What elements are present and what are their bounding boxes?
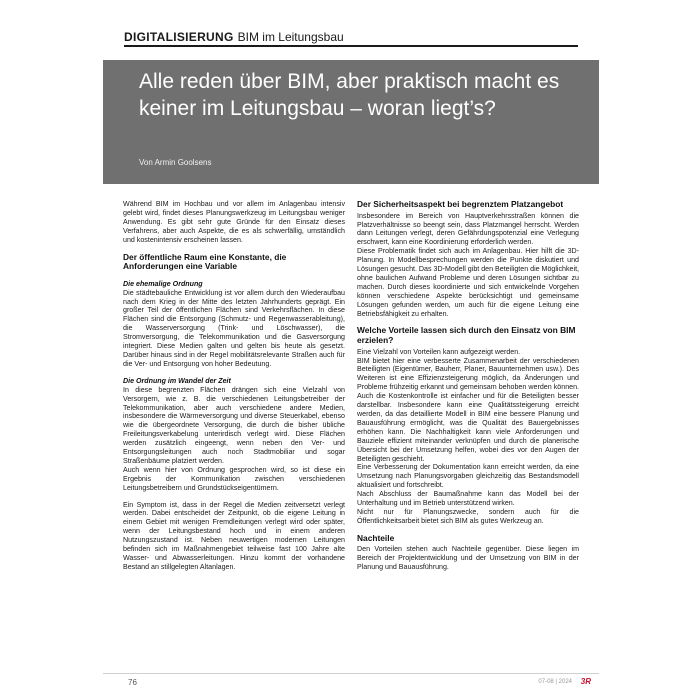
title-banner bbox=[103, 60, 599, 184]
page-footer bbox=[103, 678, 599, 692]
right-column bbox=[357, 200, 579, 580]
paragraph-symptom: Ein Symptom ist, dass in der Regel die Medien zeitversetzt verlegt werden. Dabei entscheidet der Zeitpunkt, ob die eigene Leitung in einem Gebiet mit wenigen Fremdleitungen verlegt wird oder später, wenn der Leitungsbestand hoch und in einem anderen Nutzungszustand ist. Neben neuwertigen modernen Leitungen befinden sich im Maßnahmengebiet teilweise fast 100 Jahre alte Wasser- und Abwasserleitungen. Hinzu kommt der vorhandene Bestand an stillgelegten Altanlagen. bbox=[123, 500, 345, 571]
paragraph-benefits-3: Eine Verbesserung der Dokumentation kann erreicht werden, da eine Umsetzung nach Planungsvorgaben gleichzeitig das Bestandsmodell aktualisiert und fortschreibt. bbox=[357, 463, 579, 490]
heading-drawbacks: Nachteile bbox=[357, 532, 395, 543]
footer-rule bbox=[103, 673, 599, 674]
subheading-order-change: Die Ordnung im Wandel der Zeit bbox=[123, 376, 231, 385]
intro-paragraph: Während BIM im Hochbau und vor allem im Anlagenbau intensiv gelebt wird, findet dieses Planungswerkzeug im Leitungsbau weniger Anwendung. Es gibt sehr gute Gründe für den Einsatz dieses Verfahrens, aber auch Aspekte, die es als schwerfällig, umständlich und kostenintensiv erscheinen lassen. bbox=[123, 200, 345, 244]
left-column bbox=[123, 200, 345, 580]
paragraph-safety-2: Diese Problematik findet sich auch im Anlagenbau. Hier hilft die 3D-Planung. In Modellbesprechungen werden die Punkte diskutiert und Lösungen gesucht. Das 3D-Modell gibt den Beteiligten die Möglichkeit, ohne baulichen Aufwand Probleme und deren Lösungen sichtbar zu machen. Durch dieses koordinierte und sich entwickelnde Vorgehen können verschiedene Aspekte berücksichtigt und gemeinsame Lösungen gefunden werden, um auch für die eigene Leitung eine Betriebsfähigkeit zu erhalten. bbox=[357, 247, 580, 318]
paragraph-drawbacks: Den Vorteilen stehen auch Nachteile gegenüber. Diese liegen im Bereich der Projektentwicklung und der Umsetzung von BIM in der Planung und Bauausführung. bbox=[357, 545, 579, 572]
header-rule bbox=[124, 45, 578, 47]
paragraph-safety-1: Insbesondere im Bereich von Hauptverkehrsstraßen können die Platzverhältnisse so beengt sein, dass Platzmangel herrscht. Werden dann Leitungen verlegt, deren Gefährdungspotenzial eine Verlegung erschwert, kann eine Koordinierung erforderlich werden. bbox=[357, 211, 579, 247]
subsection-label: BIM im Leitungsbau bbox=[237, 30, 344, 44]
heading-public-space: Der öffentliche Raum eine Konstante, die Anforderungen eine Variable bbox=[123, 251, 287, 272]
author-byline: Von Armin Goolsens bbox=[139, 158, 212, 167]
paragraph-benefits-2: BIM bietet hier eine verbesserte Zusammenarbeit der verschiedenen Beteiligten (Eigentümer, Bauherr, Planer, Bauunternehmen usw.). Des Weiteren ist eine Effizienzsteigerung möglich, da Änderungen und Probleme frühzeitig erkannt und gemeinsam behoben werden können. Auch die Kostenkontrolle ist einfacher und für die Beteiligten besser darstellbar. Insbesondere kann eine Qualitätssteigerung erreicht werden, da das detaillierte Modell in BIM eine bessere Planung und Bauausführung ermöglicht, was die Qualität des Bauergebnisses erhöhen kann. Die Nachhaltigkeit kann viele Anforderungen und Bauziele effizient miteinander verknüpfen und durch die planerische Übersicht bei der Umsetzung helfen, wobei dies vor den Augen der Beteiligten geschieht. bbox=[357, 356, 579, 463]
section-label: DIGITALISIERUNG bbox=[124, 30, 234, 44]
subheading-former-order: Die ehemalige Ordnung bbox=[123, 279, 203, 288]
page-number: 76 bbox=[128, 678, 137, 687]
paragraph-order-change-1: In diese begrenzten Flächen drängen sich eine Vielzahl von Versorgern, wie z. B. die verschiedenen Leitungsbetreiber der Telekommunikation, aber auch verschiedene andere Medien, insbesondere die Wärmeversorgung und diverse Steuerkabel, ebenso wie die übergeordnete Versorgung, die durch die bisher übliche Freileitungsverkabelung unterirdisch verlegt wird. Diese Flächen werden zusätzlich eingeengt, wenn neben den Ver- und Entsorgungsleitungen auch noch Stadtmobiliar und sogar Straßenbäume platziert werden. bbox=[123, 385, 345, 465]
issue-label: 07-08 | 2024 bbox=[538, 679, 572, 685]
heading-safety: Der Sicherheitsaspekt bei begrenztem Platzangebot bbox=[357, 199, 564, 209]
paragraph-benefits-5: Nicht nur für Planungszwecke, sondern auch für die Öffentlichkeitsarbeit bietet sich BIM als gutes Werkzeug an. bbox=[357, 507, 579, 525]
paragraph-benefits-4: Nach Abschluss der Baumaßnahme kann das Modell bei der Unterhaltung und im Betrieb unterstützend wirken. bbox=[357, 490, 579, 508]
magazine-logo: 3R bbox=[580, 677, 591, 686]
paragraph-order-change-2: Auch wenn hier von Ordnung gesprochen wird, so ist diese ein Ergebnis der Kommunikation zwischen verschiedenen Leitungsbetreibern und Grundstückseigentümern. bbox=[123, 465, 345, 492]
paragraph-benefits-1: Eine Vielzahl von Vorteilen kann aufgezeigt werden. bbox=[357, 347, 521, 356]
heading-benefits: Welche Vorteile lassen sich durch den Einsatz von BIM erzielen? bbox=[357, 325, 576, 346]
article-title: Alle reden über BIM, aber praktisch macht es keiner im Leitungsbau – woran liegt’s? bbox=[139, 70, 560, 120]
running-header bbox=[124, 28, 578, 47]
paragraph-former-order: Die städtebauliche Entwicklung ist vor allem durch den Wiederaufbau nach dem Krieg in der Mitte des letzten Jahrhunderts geprägt. Ein großer Teil der öffentlichen Flächen sind Verkehrsflächen. In diese Flächen sind die Entsorgung (Schmutz- und Regenwasserableitung), die Wasserversorgung (Trink- und Löschwasser), die Stromversorgung, die Telekommunikation und die Gasversorgung integriert. Diese Medien galten und gelten bis heute als gesetzt. Darüber hinaus sind in der Regel mobilitätsrelevante Straßen auch für die Ver- und Entsorgung von hoher Bedeutung. bbox=[123, 288, 345, 368]
